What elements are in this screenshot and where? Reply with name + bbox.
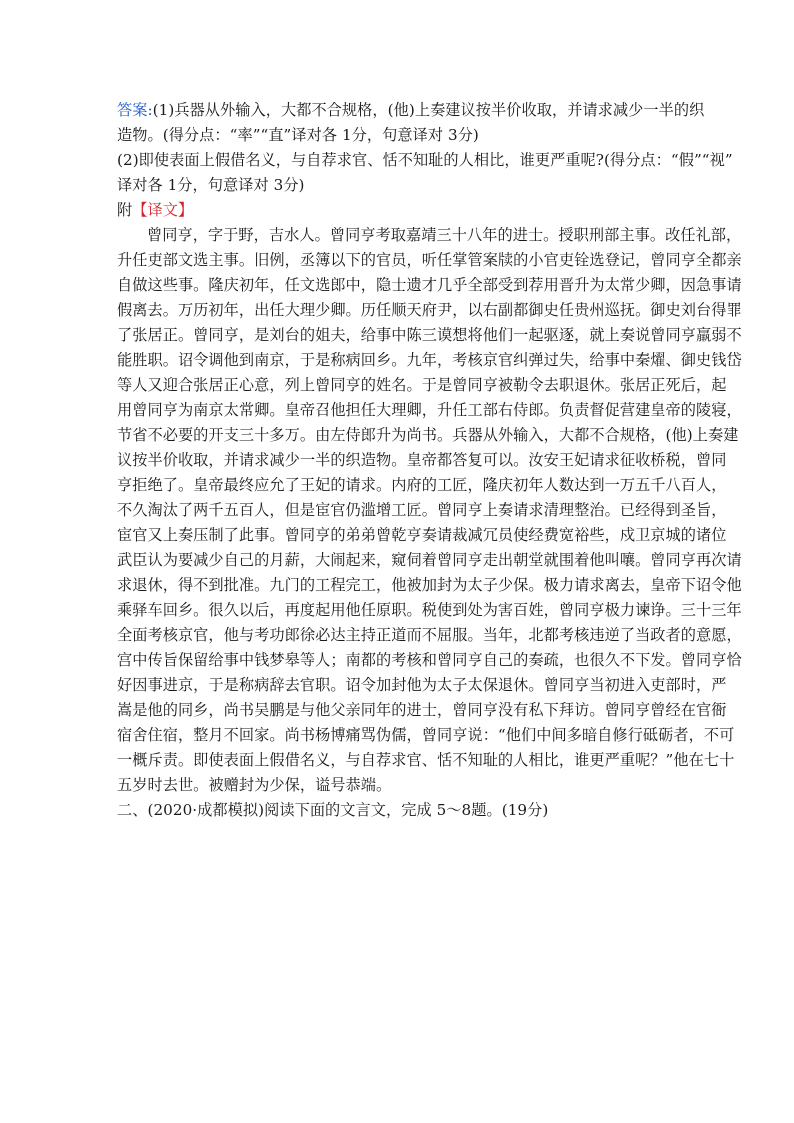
translation-line: 自做这些事。隆庆初年，任文选郎中，隐士遗才几乎全部受到荐用晋升为太常少卿，因急事请 xyxy=(117,276,742,294)
translation-line: 了张居正。曾同亨，是刘台的姐夫，给事中陈三谟想将他们一起驱逐，就上奏说曾同亨羸弱不 xyxy=(117,326,742,344)
translation-prefix: 附 xyxy=(117,201,133,219)
translation-line: 宫中传旨保留给事中钱梦皋等人；南都的考核和曾同亨自己的奏疏，也很久不下发。曾同亨恰 xyxy=(117,651,742,669)
translation-line: 不久淘汰了两千五百人，但是宦官仍滥增工匠。曾同亨上奏请求清理整治。已经得到圣旨， xyxy=(117,501,727,519)
answer-label: 答案: xyxy=(117,101,153,119)
answer-text-1: (1)兵器从外输入，大都不合规格，(他)上奏建议按半价收取，并请求减少一半的织 xyxy=(152,101,705,119)
translation-line: 议按半价收取，并请求减少一半的织造物。皇帝都答复可以。汝安王妃请求征收桥税，曾同 xyxy=(117,451,727,469)
translation-line: 乘驿车回乡。很久以后，再度起用他任原职。税使到处为害百姓，曾同亨极力谏诤。三十三年 xyxy=(117,601,742,619)
section-2-title: 二、(2020·成都模拟)阅读下面的文言文，完成 5～8题。(19分) xyxy=(117,801,549,819)
translation-line: 武臣认为要减少自己的月薪，大闹起来，窥伺着曾同亨走出朝堂就围着他叫嚷。曾同亨再次请 xyxy=(117,551,742,569)
translation-line: 能胜职。诏令调他到南京，于是称病回乡。九年，考核京官纠弹过失，给事中秦燿、御史钱岱 xyxy=(117,351,742,369)
answer-line-4: 译对各 1分，句意译对 3分) xyxy=(117,176,305,194)
translation-line: 宦官又上奏压制了此事。曾同亨的弟弟曾乾亨奏请裁减冗员使经费宽裕些，戍卫京城的诸位 xyxy=(117,526,727,544)
translation-line: 假离去。万历初年，出任大理少卿。历任顺天府尹，以右副都御史任贵州巡抚。御史刘台得罪 xyxy=(117,301,742,319)
translation-line: 全面考核京官，他与考功郎徐必达主持正道而不屈服。当年，北都考核违逆了当政者的意愿， xyxy=(117,626,742,644)
translation-line: 嵩是他的同乡，尚书吴鹏是与他父亲同年的进士，曾同亨没有私下拜访。曾同亨曾经在官衙 xyxy=(117,701,727,719)
translation-line: 一概斥责。即使表面上假借名义，与自荐求官、恬不知耻的人相比，谁更严重呢？”他在七十 xyxy=(117,751,735,769)
translation-paragraph xyxy=(117,223,742,798)
translation-label: 【译文】 xyxy=(132,201,194,219)
translation-line: 节省不必要的开支三十多万。由左侍郎升为尚书。兵器从外输入，大都不合规格，(他)上奏建 xyxy=(117,426,739,444)
translation-heading xyxy=(117,198,682,223)
translation-line: 曾同亨，字于野，吉水人。曾同亨考取嘉靖三十八年的进士。授职刑部主事。改任礼部， xyxy=(147,226,742,244)
translation-line: 升任吏部文选主事。旧例，丞簿以下的官员，听任掌管案牍的小官吏铨选登记，曾同亨全都亲 xyxy=(117,251,742,269)
translation-line: 亨拒绝了。皇帝最终应允了王妃的请求。内府的工匠，隆庆初年人数达到一万五千八百人， xyxy=(117,476,727,494)
answer-line-2: 造物。(得分点：“率”“直”译对各 1分，句意译对 3分) xyxy=(117,126,479,144)
translation-line: 求退休，得不到批准。九门的工程完工，他被加封为太子少保。极力请求离去，皇帝下诏令他 xyxy=(117,576,742,594)
answer-line-3: (2)即使表面上假借名义，与自荐求官、恬不知耻的人相比，谁更严重呢?(得分点：“假”“视” xyxy=(117,151,733,169)
answer-line-1 xyxy=(117,98,705,123)
translation-line: 好因事进京，于是称病辞去官职。诏令加封他为太子太保退休。曾同亨当初进入吏部时，严 xyxy=(117,676,727,694)
translation-line: 等人又迎合张居正心意，列上曾同亨的姓名。于是曾同亨被勒令去职退休。张居正死后，起 xyxy=(117,376,727,394)
translation-line: 宿舍住宿，整月不回家。尚书杨博痛骂伪儒，曾同亨说：“他们中间多暗自修行砥砺者，不可 xyxy=(117,726,735,744)
document-page xyxy=(117,98,742,823)
translation-line: 用曾同亨为南京太常卿。皇帝召他担任大理卿，升任工部右侍郎。负责督促营建皇帝的陵寝， xyxy=(117,401,742,419)
translation-line: 五岁时去世。被赠封为少保，谥号恭端。 xyxy=(117,776,392,794)
